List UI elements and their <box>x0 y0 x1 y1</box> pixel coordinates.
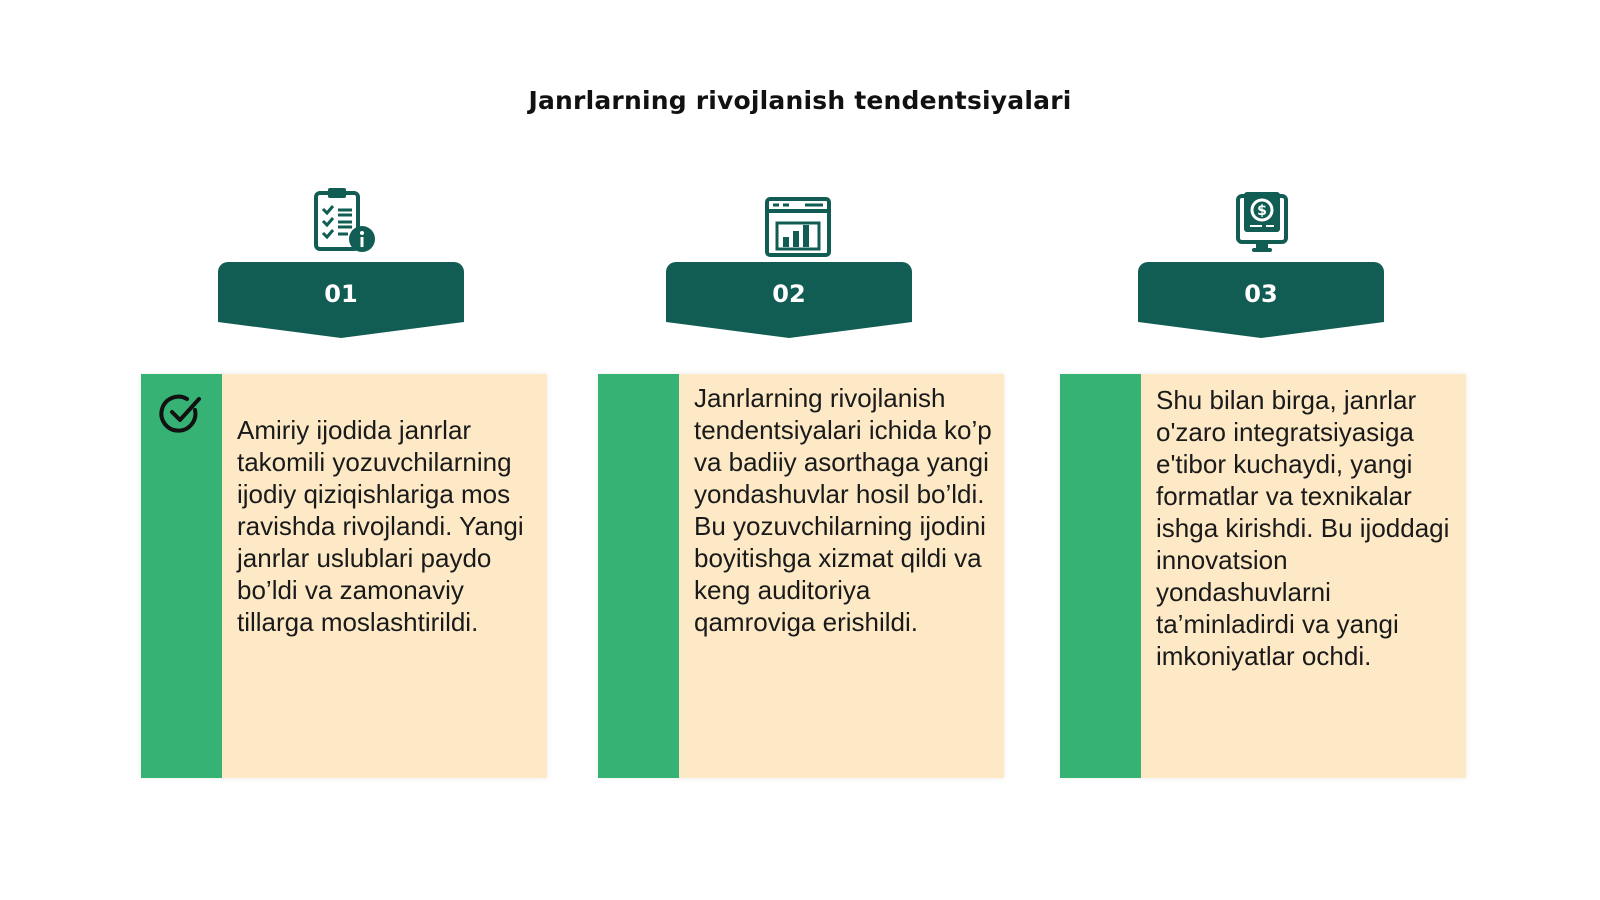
clipboard-checklist-info-icon <box>310 185 380 255</box>
card-stripe <box>1060 374 1141 778</box>
info-card-3 <box>1060 374 1466 778</box>
step-badge-3 <box>1138 262 1384 342</box>
card-stripe <box>598 374 679 778</box>
card-text: Amiriy ijodida janrlar takomili yozuvchilarning ijodiy qiziqishlariga mos ravishda rivojlandi. Yangi janrlar uslublari paydo bo’ldi va zamonaviy tillarga moslashtirildi. <box>237 415 524 637</box>
bar-chart-window-icon <box>763 193 833 263</box>
step-number: 01 <box>324 280 358 308</box>
info-card-1 <box>141 374 547 778</box>
card-text: Janrlarning rivojlanish tendentsiyalari ichida ko’p va badiiy asorthaga yangi yondashuvlar hosil bo’ldi. Bu yozuvchilarning ijodini boyitishga xizmat qildi va keng auditoriya qamroviga erishildi. <box>694 383 992 637</box>
check-circle-icon <box>157 390 205 438</box>
page-title: Janrlarning rivojlanish tendentsiyalari <box>528 86 1072 115</box>
card-text: Shu bilan birga, janrlar o'zaro integratsiyasiga e'tibor kuchaydi, yangi formatlar va texnikalar ishga kirishdi. Bu ijoddagi innovatsion yondashuvlarni ta’minladirdi va yangi imkoniyatlar ochdi. <box>1156 385 1450 671</box>
dollar-monitor-icon <box>1228 188 1298 258</box>
step-badge-1 <box>218 262 464 342</box>
svg-text:$: $ <box>1257 203 1267 219</box>
info-card-2 <box>598 374 1004 778</box>
step-number: 02 <box>772 280 806 308</box>
step-badge-2 <box>666 262 912 342</box>
step-number: 03 <box>1244 280 1278 308</box>
